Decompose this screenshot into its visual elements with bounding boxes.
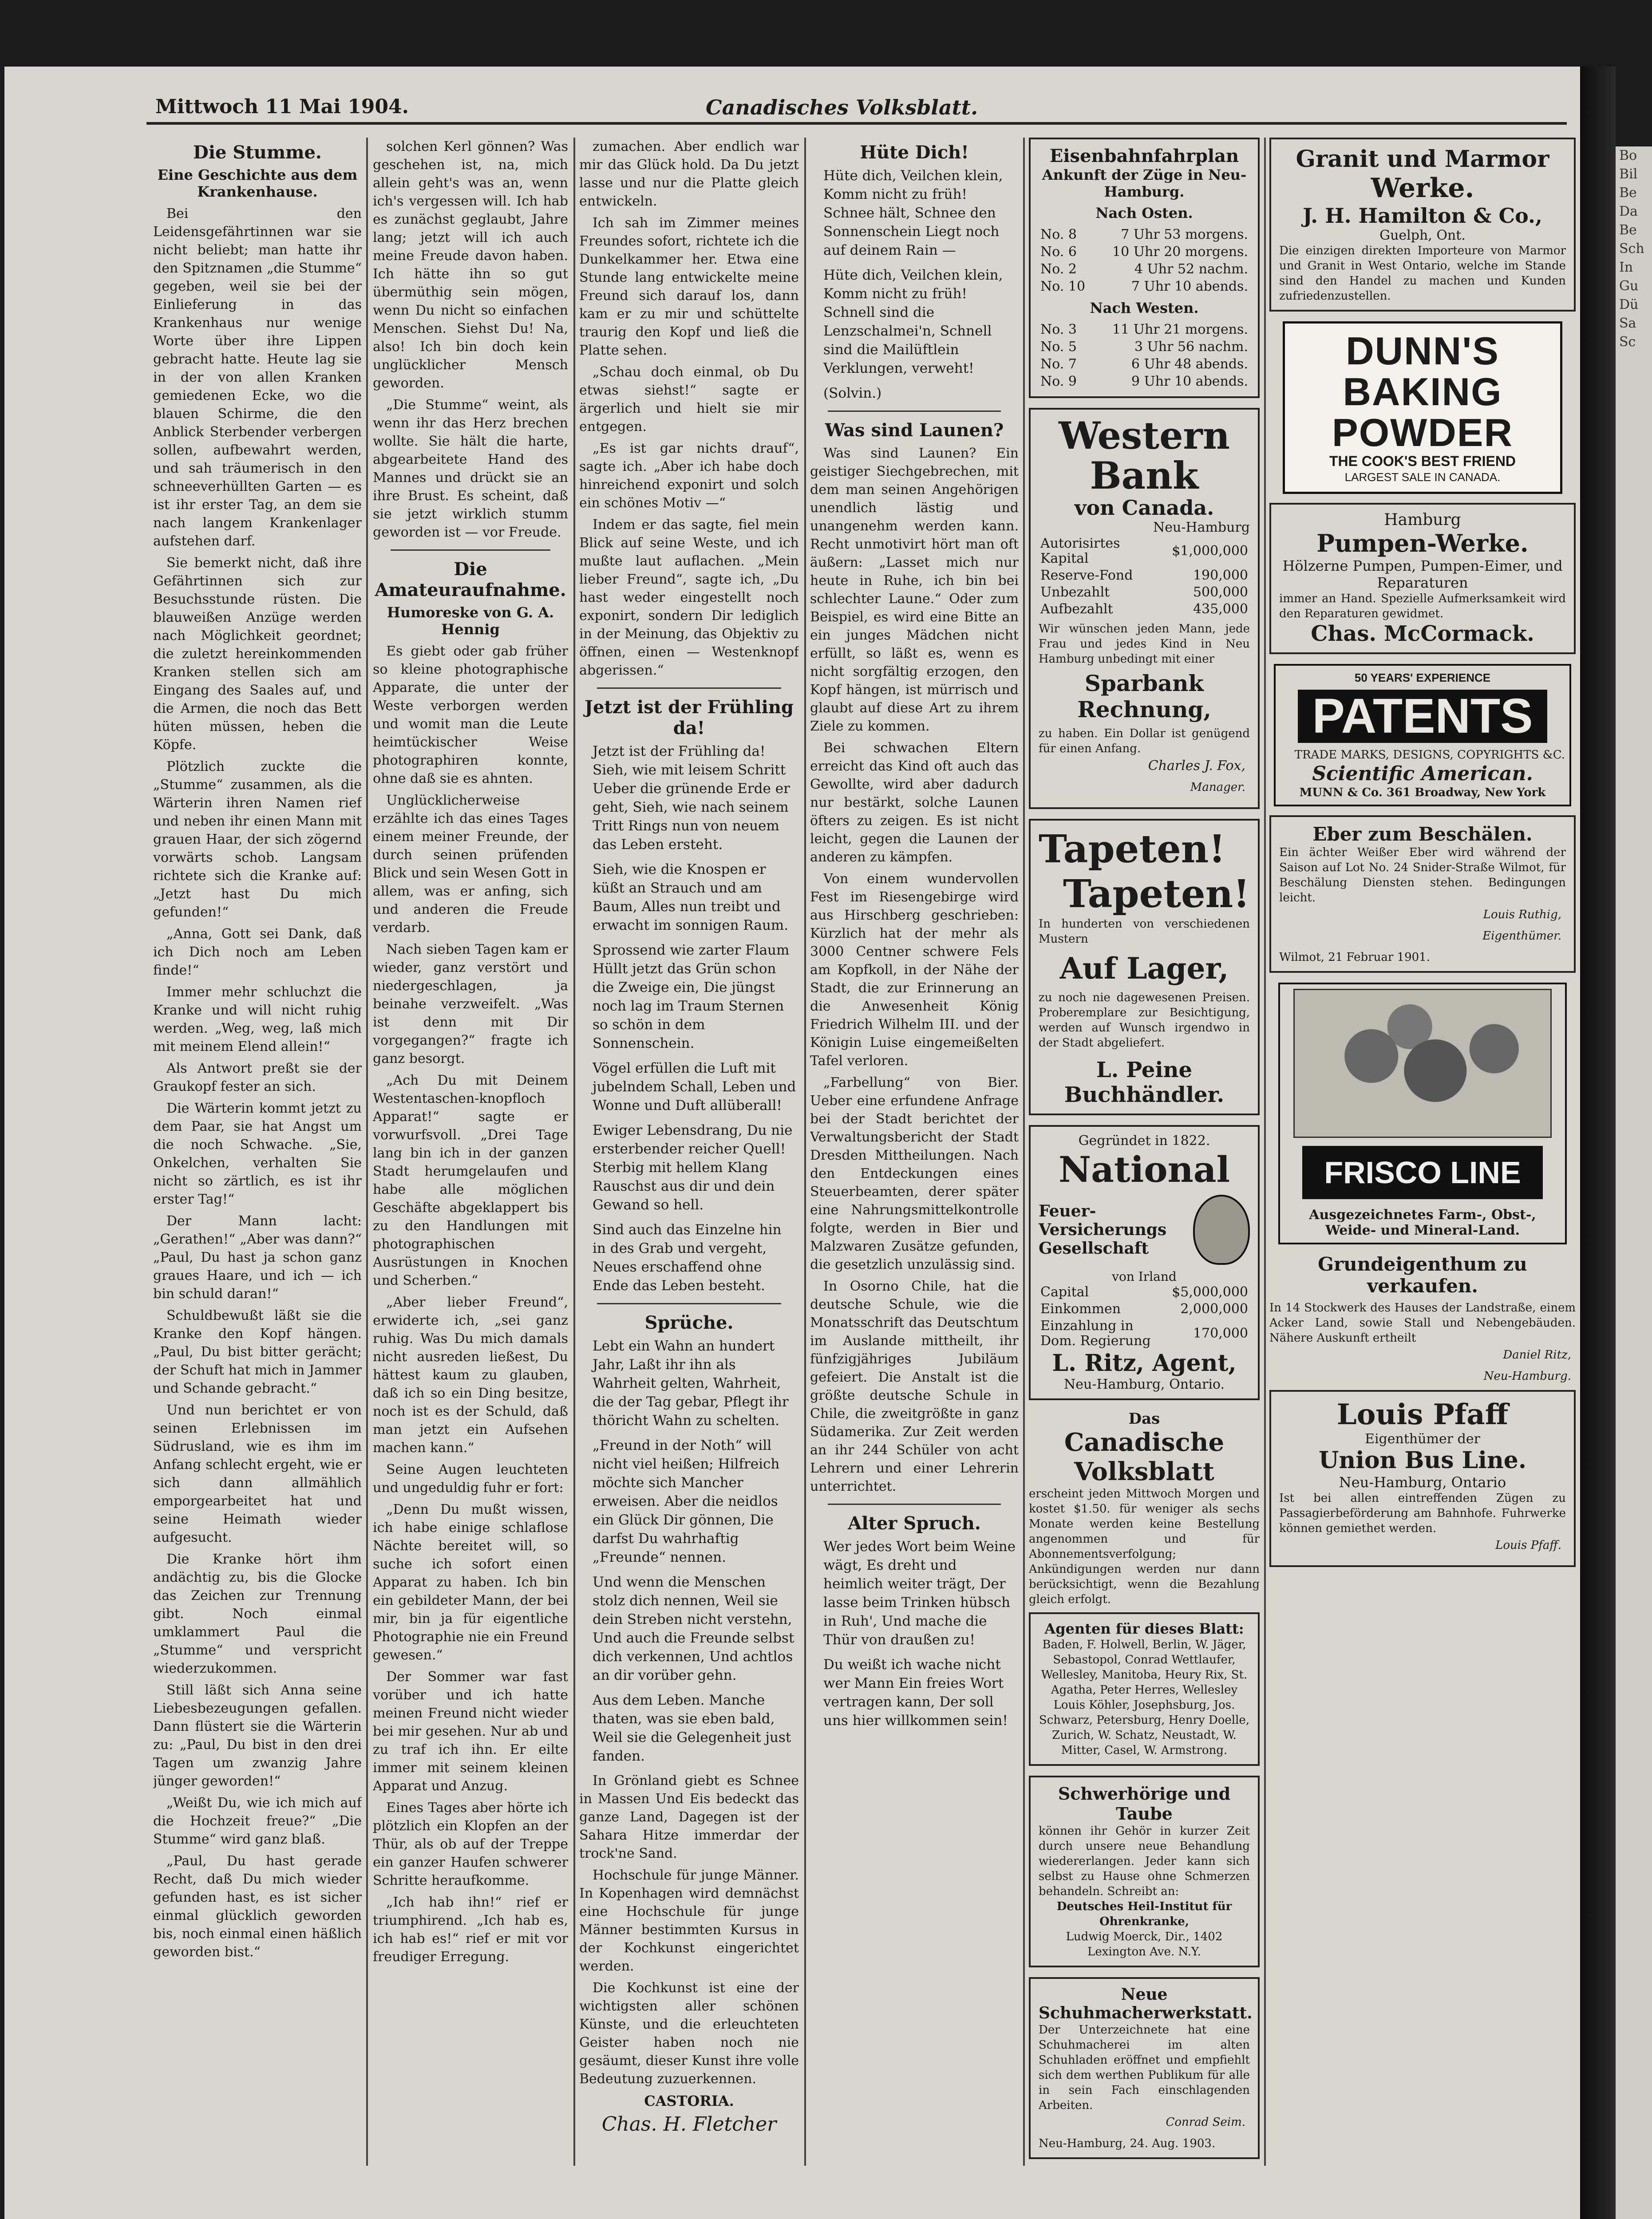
insurance-subtitle-2: von Irland [1112, 1269, 1177, 1284]
timetable-row [1039, 338, 1250, 355]
timetable-east-label: Nach Osten. [1095, 205, 1193, 221]
adjacent-page-fragment: Gu [1619, 278, 1639, 294]
stanza: Sieh, wie die Knospen er küßt an Strauch und am Baum, Alles nun treibt und erwacht im sonnigen Raum. [593, 861, 789, 933]
paragraph: Schuldbewußt läßt sie die Kranke den Kopf hängen. „Paul, Du bist bitter gerächt; der Schuft hat mich in Jammer und Schande gebracht.“ [153, 1308, 362, 1396]
saying: „Freund in der Noth“ will nicht viel heißen; Hilfreich möchte sich Mancher erweisen. Aber die neidlos ein Glück Dir gönnen, Die darfst Du wahrhaftig „Freunde“ nennen. [593, 1437, 780, 1565]
stanza: Sind auch das Einzelne hin in des Grab und vergeht, Neues erschaffend ohne Ende das Leben besteht. [593, 1222, 782, 1294]
shoemaker-text: Der Unterzeichnete hat eine Schuhmacherei im alten Schuhladen eröffnet und empfiehlt sich dem werthen Publikum für alle in sein Fach einschlagenden Arbeiten. [1039, 2023, 1250, 2112]
article-body [579, 1772, 799, 2088]
patents-munn: MUNN & Co. 361 Broadway, New York [1299, 786, 1546, 799]
adjacent-page-fragment: Sa [1619, 316, 1636, 331]
stanza: Wer jedes Wort beim Weine wägt, Es dreht und heimlich weiter trägt, Der lasse beim Trinken hübsch in Ruh', Und mache die Thür von draußen zu! [823, 1539, 1016, 1648]
paragraph: Nach sieben Tagen kam er wieder, ganz verstört und niedergeschlagen, ja beinahe verzweifelt. „Was ist denn mit Dir vorgegangen?“ fragte ich ganz besorgt. [373, 942, 568, 1066]
timetable-row-cell: 6 Uhr 48 abends. [1131, 356, 1248, 372]
wallpaper-text: In hunderten von verschiedenen Mustern [1039, 917, 1250, 946]
paragraph: In Grönland giebt es Schnee in Massen Und Eis bedeckt das ganze Land, Dagegen ist der Sahara Hitze immerdar der trock'ne Sand. [579, 1773, 799, 1861]
timetable-west [1039, 321, 1250, 390]
divider [597, 1303, 781, 1304]
paragraph: Von einem wundervollen Fest im Riesengebirge wird aus Hirschberg geschrieben: Kürzlich hat der mehr als 3000 Centner schwere Fels am Kopfkoll, in der Nähe der Stadt, die zur Erinnerung an die Anwesenheit König Friedrich Wilhelm III. und der Königin Luise eingemeißelten Tafel verloren. [810, 871, 1019, 1069]
timetable-row-cell: 11 Uhr 21 morgens. [1112, 322, 1248, 337]
adjacent-page-fragment: Be [1619, 222, 1637, 238]
bank-manager-role: Manager. [1190, 781, 1245, 794]
column-2 [373, 138, 568, 2161]
pump-items: Hölzerne Pumpen, Pumpen-Eimer, und Reparaturen [1282, 557, 1563, 591]
paragraph: „Anna, Gott sei Dank, daß ich Dich noch am Leben finde!“ [153, 926, 362, 978]
paragraph: „Weißt Du, wie ich mich auf die Hochzeit freue?“ „Die Stumme“ wird ganz blaß. [153, 1795, 362, 1847]
poem-body [810, 166, 1019, 403]
insurance-location: Neu-Hamburg, Ontario. [1064, 1377, 1225, 1392]
volksblatt-pre: Das [1128, 1410, 1160, 1428]
insurance-subtitle: Feuer-Versicherungs Gesellschaft [1039, 1202, 1167, 1258]
bank-name: Western Bank [1059, 414, 1230, 497]
shoemaker-date: Neu-Hamburg, 24. Aug. 1903. [1039, 2137, 1216, 2150]
adjacent-page-fragment: In [1619, 260, 1633, 275]
bank-figure-row [1039, 567, 1250, 584]
granite-title: Granit und Marmor [1296, 146, 1549, 173]
bus-signature: Louis Pfaff. [1495, 1539, 1561, 1552]
bus-owner-role: Eigenthümer der [1365, 1431, 1480, 1447]
bank-figure-row-cell: 500,000 [1193, 584, 1248, 600]
bank-figure-row-cell: 435,000 [1193, 601, 1248, 617]
wallpaper-ad [1029, 819, 1260, 1115]
bank-ad [1029, 408, 1260, 809]
column-rule [366, 138, 368, 2166]
paragraph: Still läßt sich Anna seine Liebesbezeugungen gefallen. Dann flüstert sie die Wärterin zu: „Paul, Du bist in den drei Tagen um zwanzig Jahre jünger geworden!“ [153, 1682, 362, 1789]
issue-date: Mittwoch 11 Mai 1904. [155, 95, 409, 118]
pump-owner: Chas. McCormack. [1311, 621, 1534, 646]
paragraph: zumachen. Aber endlich war mir das Glück hold. Da Du jetzt lasse und nur die Platte gleich entwickeln. [579, 139, 799, 209]
insurance-figure-row-cell: Capital [1040, 1284, 1089, 1300]
bus-line-name: Union Bus Line. [1319, 1447, 1526, 1474]
timetable-row-cell: No. 6 [1040, 244, 1077, 260]
column-6 [1269, 138, 1576, 2161]
bus-owner-name: Louis Pfaff [1336, 1398, 1509, 1431]
timetable-east [1039, 226, 1250, 295]
timetable-row-cell: No. 8 [1040, 227, 1077, 242]
bank-text-2: zu haben. Ein Dollar ist genügend für einen Anfang. [1039, 727, 1250, 755]
paragraph: In Osorno Chile, hat die deutsche Schule, wie die Monatsschrift das Deutschtum im Auslande mittheilt, ihr fünfzigjähriges Jubiläum gefeiert. Die Anstalt ist die größte deutsche Schule in Chile, die zweitgrößte in ganz Südamerika. Zur Zeit werden an ihr 244 Schüler von acht Lehrern und einer Lehrerin unterrichtet. [810, 1279, 1019, 1494]
insurance-founded: Gegründet in 1822. [1078, 1133, 1210, 1149]
bank-subtitle: von Canada. [1074, 496, 1214, 520]
stanza: Hüte dich, Veilchen klein, Komm nicht zu früh! Schnee hält, Schnee den Sonnenschein Liegt noch auf deinem Rain — [823, 168, 1003, 258]
paragraph: „Farbellung“ von Bier. Ueber eine erfundene Anfrage bei der Stadt berichtet der Verwaltungsbericht der Stadt Dresden Mittheilungen. Nach den Entdeckungen eines Steuerbeamten, derer später eine Nahrungsmittelkontrolle folgte, werden in Bier und Malzwaren Zusätze gefunden, die gesetzlich unzulässig sind. [810, 1075, 1019, 1272]
pump-ad [1269, 503, 1576, 654]
paragraph: Der Mann lacht: „Gerathen!“ „Aber was dann?“ „Paul, Du hast ja schon ganz graues Haare, und ich — ich bin schuld daran!“ [153, 1213, 362, 1302]
timetable-row-cell: 4 Uhr 52 nachm. [1134, 261, 1248, 277]
property-signature: Daniel Ritz, [1503, 1348, 1571, 1362]
patents-scientific-american: Scientific American. [1312, 762, 1533, 785]
insurance-figure-row [1039, 1301, 1250, 1318]
pump-title: Pumpen-Werke. [1316, 529, 1529, 557]
paragraph: Eines Tages aber hörte ich plötzlich ein Klopfen an der Thür, als ob auf der Treppe ein ganzer Haufen schwerer Schritte heraufkomme. [373, 1800, 568, 1888]
paragraph: „Ach Du mit Deinem Westentaschen-knopfloch Apparat!“ sagte er vorwurfsvoll. „Drei Tage lang bin ich in der ganzen Stadt herumgelaufen und habe alle möglichen Geschäfte abgeklappert bis zu den Handlungen mit photographischen Ausrüstungen in Knochen und Scherben.“ [373, 1073, 568, 1288]
boar-role: Eigenthümer. [1482, 929, 1561, 943]
column-3 [579, 138, 799, 2161]
stanza: Jetzt ist der Frühling da! Sieh, wie mit leisem Schritt Ueber die grünende Erde er geht, Sieh, wie nach seinem Tritt Rings nun von neuem das Leben ersteht. [593, 743, 790, 853]
page-fold-shadow [1580, 67, 1616, 2219]
patents-title: PATENTS [1298, 690, 1547, 743]
article-continuation [373, 138, 568, 541]
insurance-figure-row-cell: 170,000 [1193, 1326, 1248, 1341]
paragraph: Bei den Leidensgefährtinnen war sie nicht beliebt; man hatte ihr den Spitznamen „die Stumme“ gegeben, weil sie bei der Einlieferung in das Krankenhaus nur wenige Worte über ihre Lippen gebracht hatte. Heute lag sie in der von allen Kranken gemiedenen Ecke, wo die blauen Schirme, die den Anblick Sterbender verbergen sollen, aufbewahrt werden, und sah träumerisch in den schneeverhüllten Garten — es ist ihr erster Tag, an dem sie nach langem Krankenlager aufstehen darf. [153, 206, 362, 549]
baking-powder-ad [1283, 321, 1562, 494]
insurance-name: National [1058, 1149, 1230, 1190]
hearing-ad [1029, 1776, 1260, 1967]
pump-text: immer an Hand. Spezielle Aufmerksamkeit wird den Reparaturen gewidmet. [1279, 592, 1566, 620]
column-rule [804, 138, 806, 2166]
paragraph: Ich sah im Zimmer meines Freundes sofort, richtete ich die Dunkelkammer her. Etwa eine Stunde lang entwickelte meine Freund sich darauf los, dann kam er zu mir und schüttelte traurig den Kopf und ließ die Platte sehen. [579, 215, 799, 358]
boar-ad [1269, 815, 1576, 973]
paragraph: Die Wärterin kommt jetzt zu dem Paar, sie hat Angst um die noch Schwache. „Sie, Onkelchen, verhalten Sie nicht so zärtlich, es ist ihr erster Tag!“ [153, 1101, 362, 1207]
bank-figure-row [1039, 601, 1250, 618]
insurance-figure-row-cell: Einzahlung in Dom. Regierung [1040, 1318, 1151, 1349]
boar-text: Ein ächter Weißer Eber wird während der Saison auf Lot No. 24 Snider-Straße Wilmot, für Beschälung Diensten stehen. Bedingungen leicht. [1279, 846, 1566, 904]
paragraph: Seine Augen leuchteten und ungeduldig fuhr er fort: [373, 1462, 568, 1496]
granite-location: Guelph, Ont. [1379, 228, 1466, 243]
bank-manager: Charles J. Fox, [1148, 758, 1245, 774]
bus-line-ad [1269, 1390, 1576, 1567]
patents-ad [1274, 664, 1571, 806]
timetable-row-cell: 7 Uhr 53 morgens. [1121, 227, 1248, 242]
article-body [153, 205, 362, 1961]
paragraph: Als Antwort preßt sie der Graukopf fester an sich. [153, 1061, 362, 1094]
paragraph: Die Kranke hört ihm andächtig zu, bis die Glocke das Zeichen zur Trennung gibt. Noch einmal umklammert Paul die „Stumme“ und verspricht wiederzukommen. [153, 1552, 362, 1676]
volksblatt-text: erscheint jeden Mittwoch Morgen und kostet $1.50. für weniger als sechs Monate werden keine Bestellung angenommen und für Abonnementsverfolgung; Ankündigungen werden nur dann berücksichtigt, wenn die Bezahlung gleich erfolgt. [1029, 1487, 1260, 1606]
shoemaker-title: Neue Schuhmacherwerkstatt. [1039, 1985, 1253, 2022]
castoria-signature: Chas. H. Fletcher [601, 2113, 777, 2136]
baking-powder-line-2: BAKING [1343, 370, 1502, 414]
property-location: Neu-Hamburg. [1483, 1370, 1571, 1383]
hearing-text: können ihr Gehör in kurzer Zeit durch unsere neue Behandlung wiedererlangen. Jeder kann sich selbst zu Hause ohne Schmerzen behandeln. Schreibt an: [1039, 1824, 1250, 1898]
boar-title: Eber zum Beschälen. [1312, 823, 1533, 845]
article-continuation [579, 138, 799, 679]
baking-powder-slogan: THE COOK'S BEST FRIEND [1329, 453, 1516, 469]
insurance-figure-row-cell: Einkommen [1040, 1301, 1121, 1317]
paragraph: Unglücklicherweise erzählte ich das eines Tages einem meiner Freunde, der durch seinen prüfenden Blick und sein Wesen Gott in allem, was er anfing, sich und anderen die Freude verdarb. [373, 793, 568, 936]
divider [828, 1504, 1001, 1505]
paragraph: „Aber lieber Freund“, erwiderte ich, „sei ganz ruhig. Was Du mich damals nicht ausreden ließest, Du hättest kaum zu glauben, daß ich so ein Ding besitze, noch ist es der Schuld, daß man jetzt ein Aufsehen machen kann.“ [373, 1295, 568, 1456]
bank-figure-row-cell: Autorisirtes Kapital [1040, 536, 1120, 566]
saying: Lebt ein Wahn an hundert Jahr, Laßt ihr ihn als Wahrheit gelten, Wahrheit, die der Tag gebar, Pflegt ihr thöricht Wahn zu schelten. [593, 1338, 789, 1429]
adjacent-page-fragment: Bo [1619, 148, 1637, 163]
divider [828, 411, 1001, 412]
timetable-row [1039, 355, 1250, 373]
baking-powder-line-3: POWDER [1332, 411, 1513, 454]
bank-text: Wir wünschen jeden Mann, jede Frau und jedes Kind in Neu Hamburg unbedingt mit einer [1039, 622, 1250, 666]
column-rule [1023, 138, 1025, 2166]
paragraph: „Paul, Du hast gerade Recht, daß Du mich wieder gefunden hast, es ist sicher einmal glücklich geworden bis, noch einmal einen häßlich geworden bist.“ [153, 1853, 362, 1960]
timetable-row [1039, 278, 1250, 295]
adjacent-page-strip [1616, 146, 1652, 2219]
paragraph: Und nun berichtet er von seinen Erlebnissen im Südrusland, wie es ihm im Anfang schlecht ergeht, wie er sich dann allmählich emporgearbeitet hat und seine Heimath wieder aufgesucht. [153, 1402, 362, 1545]
paragraph: „Ich hab ihn!“ rief er triumphirend. „Ich hab es, ich hab es!“ rief er mit vor freudiger Erregung. [373, 1895, 568, 1965]
timetable-row-cell: No. 3 [1040, 322, 1077, 337]
timetable-row-cell: No. 10 [1040, 279, 1086, 294]
paragraph: „Denn Du mußt wissen, ich habe einige schlaflose Nächte bereitet will, so suche ich sofort einen Apparat zu haben. Ich bin ein gebildeter Mann, der bei mir, bin ja für eigentliche Photographie nie ein Freund gewesen.“ [373, 1502, 568, 1663]
divider [391, 549, 550, 551]
saying: Und wenn die Menschen stolz dich nennen, Weil sie dein Streben nicht verstehn, Und auch die Freunde selbst dich verkennen, Und achtlos an dir vorüber gehn. [593, 1574, 794, 1683]
shoemaker-signature: Conrad Seim. [1166, 2116, 1245, 2129]
granite-firm: J. H. Hamilton & Co., [1302, 204, 1543, 228]
page-header [146, 91, 1567, 125]
poem-body [810, 1537, 1019, 1730]
bank-savings-title: Sparbank Rechnung, [1077, 670, 1211, 723]
timetable-west-label: Nach Westen. [1090, 300, 1199, 316]
patents-marks: TRADE MARKS, DESIGNS, COPYRIGHTS &C. [1294, 748, 1565, 762]
insurance-figure-row [1039, 1284, 1250, 1301]
patents-years: 50 YEARS' EXPERIENCE [1354, 671, 1491, 684]
bank-figure-row-cell: Unbezahlt [1040, 584, 1110, 600]
insurance-figure-row [1039, 1318, 1250, 1350]
bus-text: Ist bei allen eintreffenden Zügen zu Passagierbeförderung am Bahnhofe. Fuhrwerke können gemiethet werden. [1279, 1492, 1566, 1535]
pump-location: Hamburg [1384, 511, 1461, 529]
bank-figure-row-cell: $1,000,000 [1172, 543, 1248, 559]
insurance-agent: L. Ritz, Agent, [1052, 1350, 1237, 1377]
bank-figure-row [1039, 584, 1250, 601]
paragraph: Die Kochkunst ist eine der wichtigsten aller schönen Künste, und die erleuchteten Geister haben noch nie gesäumt, dieser Kunst ihre volle Bedeutung zuzuerkennen. [579, 1980, 799, 2087]
masthead-title: Canadisches Volksblatt. [706, 95, 978, 119]
timetable-row [1039, 321, 1250, 338]
bank-figure-row-cell: Aufbezahlt [1040, 601, 1113, 617]
bank-figure-row-cell: Reserve-Fond [1040, 568, 1133, 583]
timetable-row-cell: 7 Uhr 10 abends. [1131, 279, 1248, 294]
wallpaper-stock: Auf Lager, [1059, 951, 1229, 986]
timetable-row-cell: 9 Uhr 10 abends. [1131, 374, 1248, 389]
timetable-row-cell: No. 7 [1040, 356, 1077, 372]
column-5 [1029, 138, 1260, 2161]
insurance-figure-row-cell: 2,000,000 [1180, 1301, 1248, 1317]
timetable-row-cell: 10 Uhr 20 morgens. [1112, 244, 1248, 260]
frisco-line-ad [1278, 983, 1567, 1244]
timetable-subtitle: Ankunft der Züge in Neu-Hamburg. [1042, 166, 1247, 200]
article-body [373, 642, 568, 1966]
shoemaker-ad [1029, 1977, 1260, 2159]
column-rule [573, 138, 575, 2166]
timetable-row [1039, 226, 1250, 243]
adjacent-page-fragment: Be [1619, 185, 1637, 201]
article-title: Die Stumme. [193, 142, 322, 163]
article-subtitle: Humoreske von G. A. Hennig [387, 604, 554, 638]
baking-powder-line-1: DUNN'S [1346, 329, 1499, 373]
paragraph: Indem er das sagte, fiel mein Blick auf seine Weste, und ich mußte laut auflachen. „Mein lieber Freund“, sagte ich, „Du hast weder eingestellt noch exponirt, sondern Dir lediglich in der Meinung, das Objektiv zu öffnen, einen — Westenknopf abgerissen.“ [579, 517, 799, 678]
hearing-firm: Deutsches Heil-Institut für Ohrenkranke, [1056, 1900, 1232, 1928]
section-title: Sprüche. [644, 1312, 734, 1333]
boar-owner: Louis Ruthig, [1483, 908, 1561, 921]
insurance-ad [1029, 1125, 1260, 1400]
insurance-figure-row-cell: $5,000,000 [1172, 1284, 1248, 1300]
paragraph: „Schau doch einmal, ob Du etwas siehst!“ sagte er ärgerlich und hielt sie mir entgegen. [579, 364, 799, 434]
harp-seal-icon [1193, 1195, 1250, 1265]
timetable-title: Eisenbahnfahrplan [1049, 146, 1239, 166]
column-4 [810, 138, 1019, 2161]
fruit-tree-illustration [1293, 989, 1552, 1138]
hearing-title: Schwerhörige und Taube [1058, 1784, 1231, 1824]
baking-powder-sale: LARGEST SALE IN CANADA. [1344, 470, 1501, 484]
article-subtitle: Eine Geschichte aus dem Krankenhause. [157, 166, 358, 200]
timetable-row-cell: No. 5 [1040, 339, 1077, 355]
article-body [810, 444, 1019, 1496]
paragraph: solchen Kerl gönnen? Was geschehen ist, na, mich allein geht's was an, wenn ich's vergessen will. Ich hab es zunächst geglaubt, Jahre lang; jetzt will ich auch meine Freude davon haben. Ich hätte ihn so gut übermüthig sein mögen, wenn Du nicht so einfachen Menschen. Siehst Du! Na, also! Ich bin doch kein unglücklicher Mensch geworden. [373, 139, 568, 391]
stanza: Ewiger Lebensdrang, Du nie ersterbender reicher Quell! Sterbig mit hellem Klang Rauschst aus dir und dein Gewand so hell. [593, 1122, 793, 1213]
article-title: Die Amateuraufnahme. [375, 559, 566, 600]
timetable-row [1039, 261, 1250, 278]
saying: Aus dem Leben. Manche thaten, was sie eben bald, Weil sie die Gelegenheit just fanden. [593, 1692, 791, 1764]
volksblatt-title: Canadische Volksblatt [1064, 1428, 1225, 1486]
insurance-figures [1039, 1284, 1250, 1350]
agents-box [1029, 1612, 1260, 1766]
paragraph: „Die Stumme“ weint, als wenn ihr das Herz brechen wollte. Sie hält die harte, abgearbeitete Hand des Mannes und drückt sie an ihre Brust. Es scheint, daß sie jetzt wirklich stumm geworden ist — vor Freude. [373, 397, 568, 540]
stanza: Du weißt ich wache nicht wer Mann Ein freies Wort vertragen kann, Der soll uns hier willkommen sein! [823, 1657, 1008, 1729]
paragraph: Sie bemerkt nicht, daß ihre Gefährtinnen sich zur Besuchsstunde rüsten. Die blauweißen Anzüge werden nach Möglichkeit geordnet; die zuletzt hereinkommenden Kranken stellen sich am Eingang des Saales auf, und die Armen, die noch das Bett hüten müssen, heben die Köpfe. [153, 555, 362, 753]
hearing-address: Ludwig Moerck, Dir., 1402 Lexington Ave. N.Y. [1066, 1930, 1223, 1958]
adjacent-page-fragment: Bil [1619, 166, 1638, 182]
paragraph: Bei schwachen Eltern erreicht das Kind oft auch das Gewollte, wird aber dadurch nur bestärkt, solche Launen öfters zu zeigen. Es ist nicht leicht, gegen die Launen der anderen zu kämpfen. [810, 740, 1019, 865]
frisco-line-text: Ausgezeichnetes Farm-, Obst-, Weide- und Mineral-Land. [1309, 1207, 1536, 1238]
paragraph: Plötzlich zuckte die „Stumme“ zusammen, als die Wärterin ihren Namen rief und neben ihr einen Mann mit grauen Haar, der sich zögernd vorwärts schob. Langsam richtete sich die Kranke auf: „Jetzt hast Du mich gefunden!“ [153, 759, 362, 920]
timetable-row [1039, 243, 1250, 261]
poem-title: Alter Spruch. [848, 1513, 981, 1534]
bus-location: Neu-Hamburg, Ontario [1339, 1474, 1506, 1491]
timetable-box [1029, 138, 1260, 398]
poem-title: Jetzt ist der Frühling da! [585, 697, 794, 738]
paragraph: Es giebt oder gab früher so kleine photographische Apparate, die unter der Weste verborgen werden und womit man die Leute heimtückischer Weise photographiren konnte, ohne daß sie es ahnten. [373, 644, 568, 786]
stanza: Vögel erfüllen die Luft mit jubelndem Schall, Leben und Wonne und Duft allüberall! [593, 1060, 796, 1113]
granite-title-2: Werke. [1371, 173, 1474, 204]
property-title: Grundeigenthum zu verkaufen. [1318, 1253, 1527, 1297]
wallpaper-title-1: Tapeten! [1039, 827, 1226, 872]
adjacent-page-fragment: Dü [1619, 297, 1639, 312]
poem-body [579, 742, 799, 1295]
timetable-row-cell: 3 Uhr 56 nachm. [1134, 339, 1248, 355]
bank-location: Neu-Hamburg [1153, 520, 1250, 535]
wallpaper-text-2: zu noch nie dagewesenen Preisen. Proberemplare zur Besichtigung, werden auf Wunsch irgendwo in der Stadt abgeliefert. [1039, 991, 1250, 1050]
paragraph: Hochschule für junge Männer. In Kopenhagen wird demnächst eine Hochschule für junge Männer bestimmten Kursus in der Kochkunst eingerichtet werden. [579, 1868, 799, 1974]
bookseller-name: L. Peine Buchhändler. [1064, 1058, 1225, 1107]
timetable-row-cell: No. 2 [1040, 261, 1077, 277]
bank-figure-row [1039, 535, 1250, 567]
column-1 [153, 138, 362, 2161]
agents-list: Baden, F. Holwell, Berlin, W. Jäger, Sebastopol, Conrad Wettlaufer, Wellesley, Manitoba, Heury Rix, St. Agatha, Peter Herres, Wellesley Louis Köhler, Josephsburg, Jos. Schwarz, Petersburg, Henry Doelle, Zurich, W. Schatz, Neustadt, W. Mitter, Casel, W. Armstrong. [1039, 1638, 1250, 1757]
stanza: Sprossend wie zarter Flaum Hüllt jetzt das Grün schon die Zweige ein, Die jüngst noch lag im Traum Sternen so schön in dem Sonnenschein. [593, 942, 790, 1051]
paragraph: Der Sommer war fast vorüber und ich hatte meinen Freund nicht wieder bei mir gesehen. Nur ab und zu traf ich ihn. Er eilte immer mit seinem kleinen Apparat und Anzug. [373, 1669, 568, 1794]
sayings-body [579, 1337, 799, 1765]
granite-text: Die einzigen direkten Importeure von Marmor und Granit in West Ontario, welche im Stande sind den Handel zu machen und Kunden zufriedenzustellen. [1279, 244, 1566, 303]
column-rule [1264, 138, 1266, 2166]
stanza: (Solvin.) [823, 385, 882, 401]
timetable-row-cell: No. 9 [1040, 374, 1077, 389]
granite-ad [1269, 138, 1576, 312]
bank-figures [1039, 535, 1250, 618]
boar-date: Wilmot, 21 Februar 1901. [1279, 951, 1430, 964]
stanza: Hüte dich, Veilchen klein, Komm nicht zu früh! Schnell sind die Lenzschalmei'n, Schnell sind die Mailüftlein Verklungen, verweht! [823, 267, 1003, 376]
timetable-row [1039, 373, 1250, 390]
paragraph: Was sind Launen? Ein geistiger Siechgebrechen, mit dem man seinen Angehörigen unendlich lästig und unangenehm werden kann. Recht unmotivirt hört man oft äußern: „Lasset mich nur heute in Ruhe, ich bin bei schlechter Laune.“ Oder zum Beispiel, es wird eine Bitte an ein junges Mädchen nicht erfüllt, so läßt es, wenn es nicht sorgfältig erzogen, den Kopf hängen, ist mürrisch und glaubt auf diese Art zu ihrem Ziele zu kommen. [810, 446, 1019, 734]
paragraph: „Es ist gar nichts drauf“, sagte ich. „Aber ich habe doch hinreichend exponirt und solch ein schönes Motiv —“ [579, 441, 799, 511]
frisco-line-title: FRISCO LINE [1302, 1146, 1543, 1199]
wallpaper-title-2: Tapeten! [1063, 872, 1250, 916]
adjacent-page-fragment: Sc [1619, 334, 1636, 350]
adjacent-page-fragment: Da [1619, 204, 1638, 219]
bank-figure-row-cell: 190,000 [1193, 568, 1248, 583]
poem-title: Hüte Dich! [860, 142, 969, 163]
divider [597, 687, 781, 689]
adjacent-page-fragment: Sch [1619, 241, 1644, 257]
paragraph: Immer mehr schluchzt die Kranke und will nicht ruhig werden. „Weg, weg, laß mich mit meinem Elend allein!“ [153, 984, 362, 1054]
castoria-ad-title: CASTORIA. [644, 2093, 734, 2109]
agents-title: Agenten für dieses Blatt: [1044, 1620, 1244, 1637]
article-title: Was sind Launen? [825, 420, 1004, 441]
property-text: In 14 Stockwerk des Hauses der Landstraße, einem Acker Land, sowie Stall und Nebengebäuden. Nähere Auskunft ertheilt [1269, 1301, 1576, 1345]
